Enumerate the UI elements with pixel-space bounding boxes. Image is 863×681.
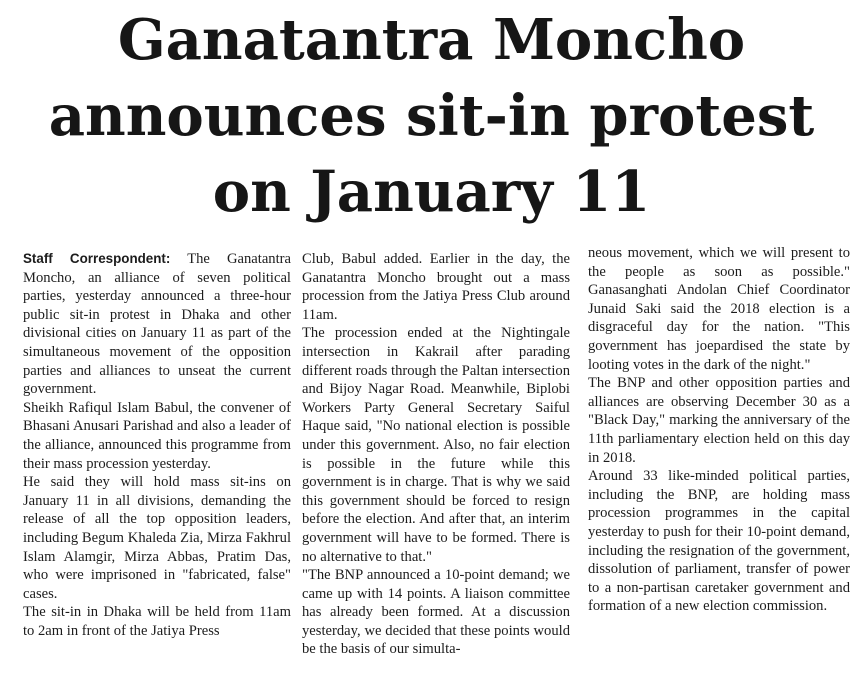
headline-line-1: Ganatantra Moncho	[117, 7, 746, 73]
article-paragraph: Sheikh Rafiqul Islam Babul, the convener of Bhasani Anusari Parishad and also a leader of the alliance, announced this programme from their mass procession yesterday.	[23, 399, 291, 472]
headline-line-2: announces sit-in protest	[48, 83, 815, 149]
article-paragraph: The sit-in in Dhaka will be held from 11am to 2am in front of the Jatiya Press	[23, 604, 291, 639]
article-paragraph: Around 33 like-minded political parties, including the BNP, are holding mass procession programmes in the capital yesterday to push for their 10-point demand, including the resignation of the government, dissolution of parliament, transfer of power to a non-partisan caretaker government and formation of a new election commission.	[588, 468, 850, 615]
headline-line-3: on January 11	[212, 159, 651, 225]
article-paragraph: "The BNP announced a 10-point demand; we came up with 14 points. A liaison committee has already been formed. At a discussion yesterday, we decided that these points would be the basis of our simulta-	[302, 567, 570, 658]
article-column-2	[302, 250, 570, 659]
article-paragraph	[23, 250, 291, 399]
article-column-3	[588, 244, 850, 616]
headline	[0, 2, 863, 230]
article-paragraph: Club, Babul added. Earlier in the day, the Ganatantra Moncho brought out a mass procession from the Jatiya Press Club around 11am.	[302, 251, 570, 323]
article-paragraph: The procession ended at the Nightingale intersection in Kakrail after parading different roads through the Paltan intersection and Bijoy Nagar Road. Meanwhile, Biplobi Workers Party General Secretary Saiful Haque said, "No national election is possible under this government. Also, no fair election is possible in the future while this government is in charge. That is why we said this government should be forced to resign before the election. And after that, an interim government will have to be formed. There is no alternative to that."	[302, 325, 570, 565]
article-paragraph: The BNP and other opposition parties and alliances are observing December 30 as a "Black Day," marking the anniversary of the 11th parliamentary election held on this day in 2018.	[588, 375, 850, 466]
paragraph-text: The Ganatantra Moncho, an alliance of seven political parties, yesterday announced a three-hour public sit-in protest in Dhaka and other divisional cities on January 11 as part of the simultaneous movement of the opposition parties and alliances to unseat the current government.	[23, 251, 291, 398]
article-paragraph: He said they will hold mass sit-ins on January 11 in all divisions, demanding the release of all the top opposition leaders, including Begum Khaleda Zia, Mirza Fakhrul Islam Alamgir, Mirza Abbas, Pratim Das, who were imprisoned in "fabricated, false" cases.	[23, 474, 291, 602]
article-column-1	[23, 250, 291, 640]
article-paragraph: neous movement, which we will present to the people as soon as possible." Ganasanghati Andolan Chief Coordinator Junaid Saki said the 2018 election is a disgraceful day for the nation. "This government has joepardised the state by looting votes in the dark of the night."	[588, 245, 850, 373]
byline: Staff Correspondent:	[23, 251, 171, 266]
